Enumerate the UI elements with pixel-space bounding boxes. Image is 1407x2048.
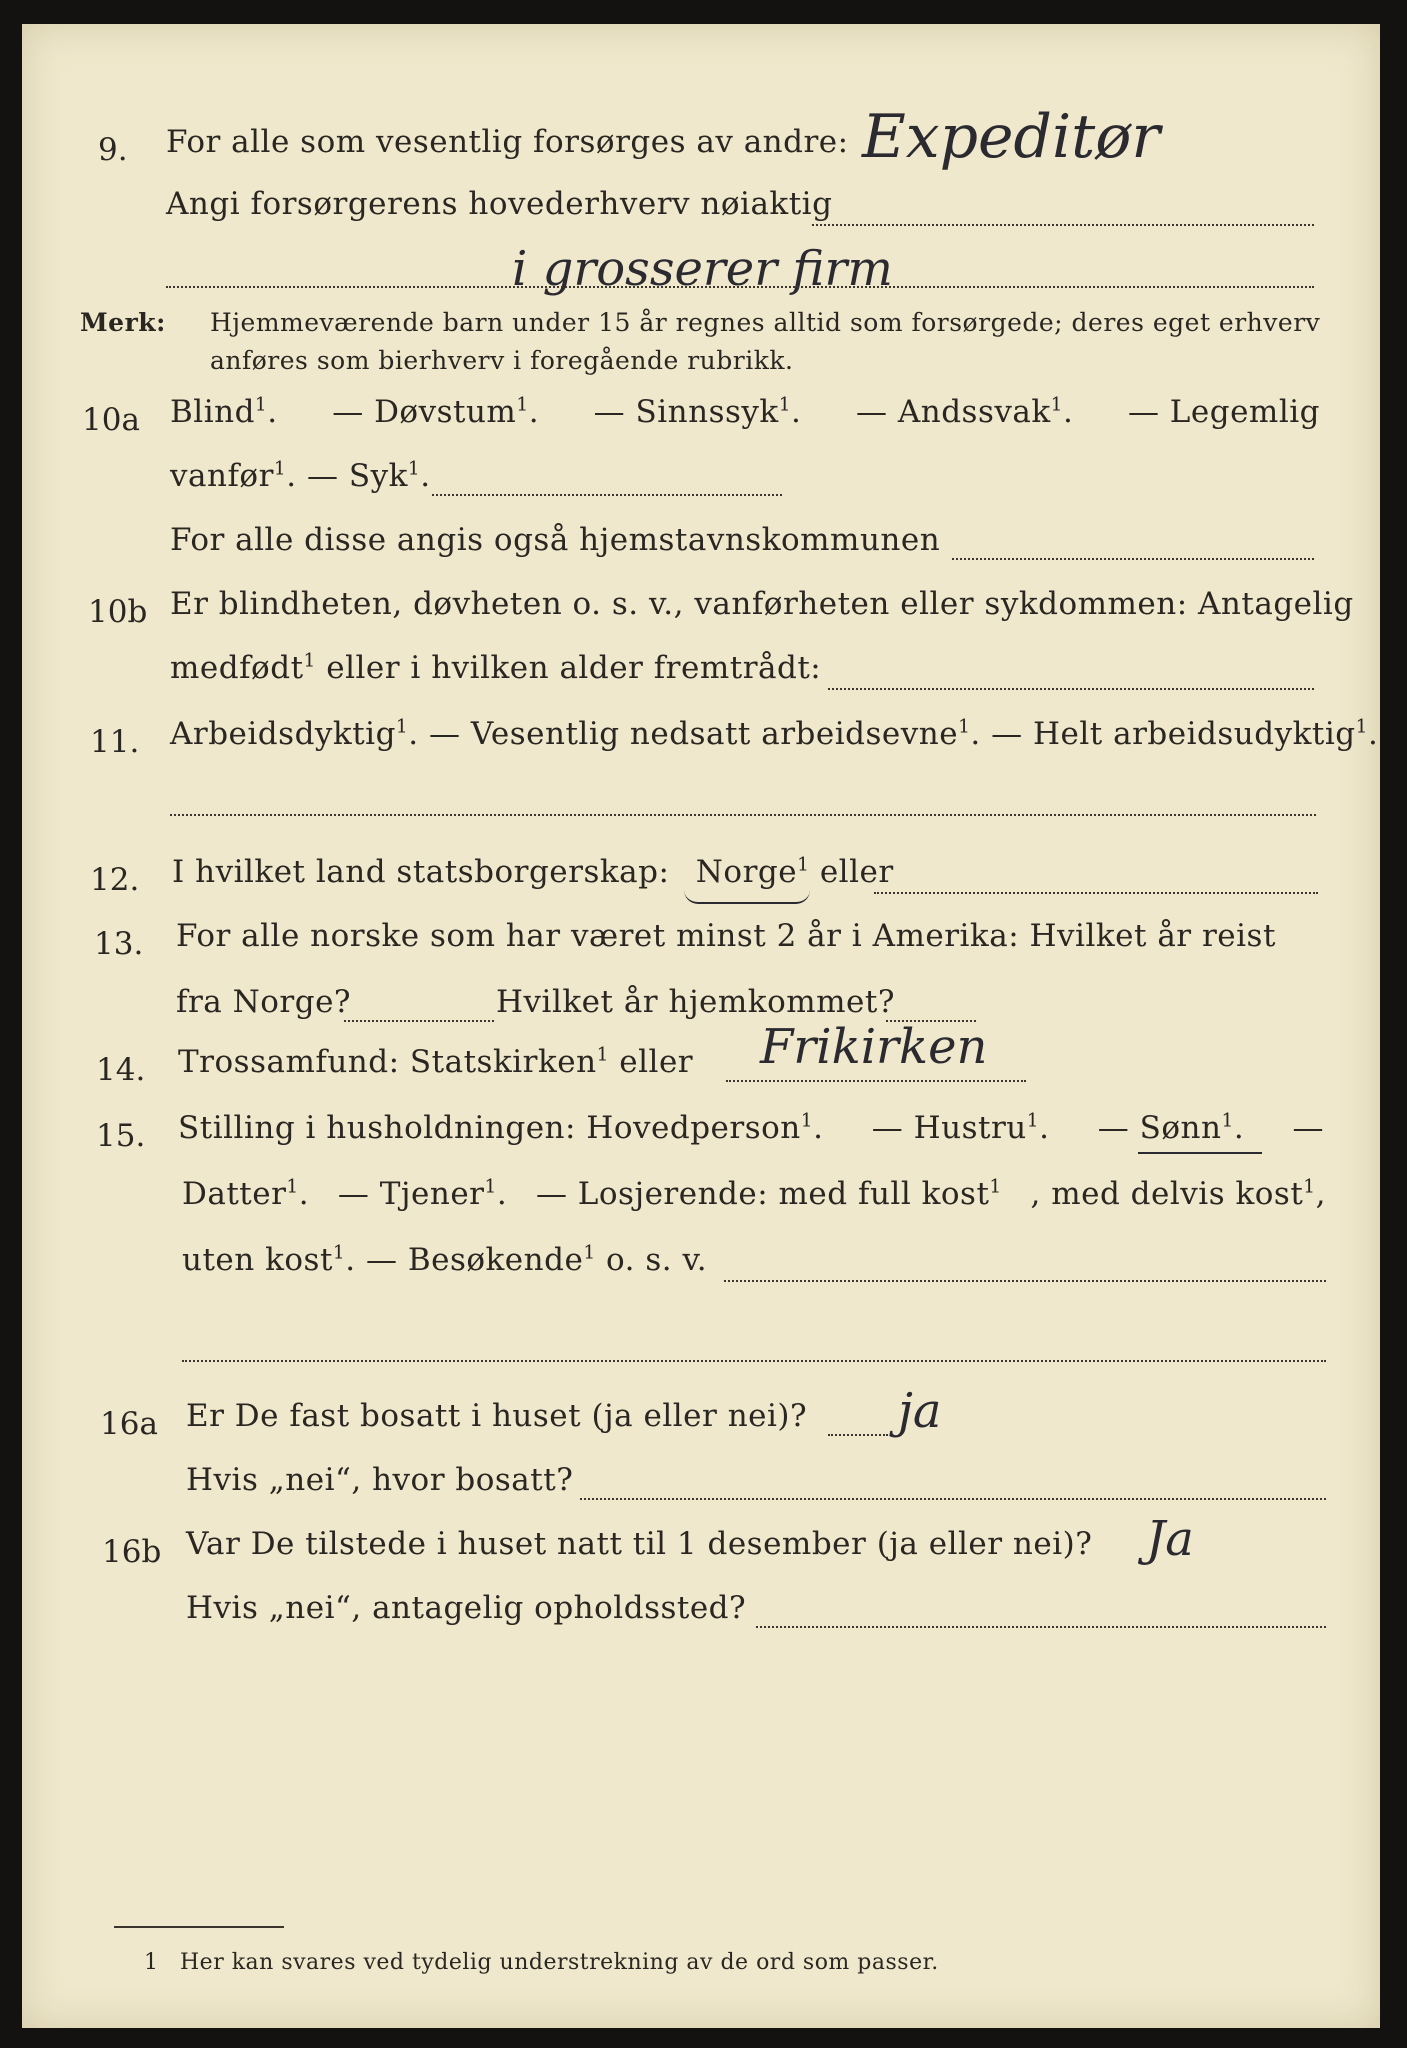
opt-sinnssyk[interactable]: — Sinnssyk$^1$. bbox=[593, 394, 802, 430]
q16a-line2: Hvis „nei“, hvor bosatt? bbox=[186, 1462, 574, 1498]
footnote bbox=[144, 1946, 939, 1980]
q15-line2 bbox=[182, 1174, 1326, 1214]
opholdssted-field[interactable] bbox=[756, 1626, 1326, 1628]
q9-answer-line1 bbox=[812, 224, 1314, 226]
q9-line1: For alle som vesentlig forsørges av andre: bbox=[166, 124, 849, 160]
q14-line: Trossamfund: Statskirken$^1$ eller bbox=[178, 1044, 694, 1080]
bosatt-field[interactable] bbox=[580, 1498, 1326, 1500]
q10b-line1: Er blindheten, døvheten o. s. v., vanførheten eller sykdommen: Antagelig bbox=[170, 586, 1354, 622]
opt-nedsatt[interactable]: — Vesentlig nedsatt arbeidsevne$^1$. bbox=[428, 716, 981, 752]
statsborgerskap-field[interactable] bbox=[874, 892, 1318, 894]
opt-arbeidsdyktig[interactable]: Arbeidsdyktig$^1$. bbox=[170, 716, 419, 752]
merk-line2: anføres som bierhverv i foregående rubrikk. bbox=[210, 346, 794, 375]
q16b-number: 16b bbox=[102, 1534, 162, 1570]
q13-line1: For alle norske som har været minst 2 år i Amerika: Hvilket år reist bbox=[176, 918, 1276, 954]
opt-uten-kost[interactable]: uten kost$^1$. bbox=[182, 1242, 356, 1278]
q11-number: 11. bbox=[90, 724, 140, 760]
q10a-number: 10a bbox=[82, 402, 140, 438]
opt-statskirken[interactable]: Trossamfund: Statskirken$^1$ bbox=[178, 1044, 609, 1080]
opt-vanfor[interactable]: vanfør$^1$. bbox=[170, 458, 297, 494]
opt-full-kost[interactable]: — Losjerende: med full kost$^1$ bbox=[535, 1176, 1002, 1212]
opt-legemlig[interactable]: — Legemlig bbox=[1127, 394, 1320, 430]
sonn-underline-mark bbox=[1138, 1146, 1262, 1154]
opt-sonn[interactable]: — Sønn$^1$. bbox=[1097, 1110, 1245, 1146]
q9-answer-employer: i grosserer firm bbox=[512, 241, 893, 297]
q15-extra-line bbox=[182, 1360, 1326, 1362]
footnote-text: Her kan svares ved tydelig understrekning av de ord som passer. bbox=[180, 1950, 939, 1975]
q13-fra-norge-label: fra Norge? bbox=[176, 984, 352, 1020]
q15-number: 15. bbox=[96, 1118, 146, 1154]
merk-line1: Hjemmeværende barn under 15 år regnes alltid som forsørgede; deres eget erhverv bbox=[210, 308, 1321, 337]
q10b-number: 10b bbox=[88, 594, 148, 630]
q13-hjemkommet-label: Hvilket år hjemkommet? bbox=[496, 984, 895, 1020]
reist-aar-field[interactable] bbox=[344, 1020, 494, 1022]
q14-answer-trossamfund: Frikirken bbox=[760, 1019, 988, 1075]
q13-number: 13. bbox=[94, 926, 144, 962]
hjemstavnskommune-field[interactable] bbox=[952, 558, 1314, 560]
q14-number: 14. bbox=[96, 1052, 146, 1088]
opt-medfodt[interactable]: medfødt$^1$ bbox=[170, 650, 316, 686]
norge-underline-mark bbox=[684, 890, 810, 904]
opt-tjener[interactable]: — Tjener$^1$. bbox=[337, 1176, 508, 1212]
opt-norge[interactable]: Norge$^1$ bbox=[695, 854, 810, 890]
merk-label: Merk: bbox=[80, 308, 166, 337]
q16b-answer: Ja bbox=[1146, 1511, 1194, 1567]
opt-delvis-kost[interactable]: , med delvis kost$^1$, bbox=[1030, 1176, 1326, 1212]
q10a-line3: For alle disse angis også hjemstavnskommunen bbox=[170, 522, 941, 558]
q16a-field[interactable] bbox=[828, 1434, 888, 1436]
q12-number: 12. bbox=[90, 862, 140, 898]
q10a-syk-field[interactable] bbox=[432, 494, 782, 496]
opt-besokende[interactable]: — Besøkende$^1$ bbox=[365, 1242, 596, 1278]
opt-syk[interactable]: — Syk$^1$. bbox=[306, 458, 431, 494]
q10a-line2 bbox=[170, 456, 431, 496]
opt-datter[interactable]: Datter$^1$. bbox=[182, 1176, 310, 1212]
opt-dovstum[interactable]: — Døvstum$^1$. bbox=[332, 394, 540, 430]
q9-number: 9. bbox=[98, 132, 128, 168]
footnote-rule bbox=[114, 1926, 284, 1928]
q15-line1: Stilling i husholdningen: Hovedperson$^1$. — Hustru$^1$. — Sønn$^1$. — bbox=[178, 1110, 1324, 1146]
opt-blind[interactable]: Blind$^1$. bbox=[170, 394, 278, 430]
opt-andssvak[interactable]: — Andssvak$^1$. bbox=[856, 394, 1074, 430]
stilling-field[interactable] bbox=[724, 1280, 1326, 1282]
q9-line2: Angi forsørgerens hovederhverv nøiaktig bbox=[166, 186, 833, 222]
q9-answer-line2 bbox=[166, 286, 1314, 288]
trossamfund-field[interactable] bbox=[726, 1080, 1026, 1082]
q16a-line1: Er De fast bosatt i huset (ja eller nei)? bbox=[186, 1398, 808, 1434]
fremtradt-alder-field[interactable] bbox=[828, 688, 1314, 690]
q12-line: I hvilket land statsborgerskap: Norge$^1$ eller bbox=[172, 854, 894, 890]
q16a-number: 16a bbox=[100, 1406, 158, 1442]
q10a-line1 bbox=[170, 392, 1320, 432]
opt-hustru[interactable]: — Hustru$^1$. bbox=[871, 1110, 1050, 1146]
opt-udyktig[interactable]: — Helt arbeidsudyktig$^1$. bbox=[991, 716, 1379, 752]
q11-line bbox=[170, 714, 1378, 754]
q9-answer-occupation: Expeditør bbox=[862, 102, 1161, 172]
q10b-line2: medfødt$^1$ eller i hvilken alder fremtrådt: bbox=[170, 650, 822, 686]
q16a-answer: ja bbox=[898, 1383, 942, 1439]
opt-hovedperson[interactable]: Stilling i husholdningen: Hovedperson$^1$. bbox=[178, 1110, 824, 1146]
footnote-mark: 1 bbox=[144, 1950, 159, 1975]
q11-extra-line bbox=[170, 814, 1316, 816]
q16b-line1: Var De tilstede i huset natt til 1 desember (ja eller nei)? bbox=[186, 1526, 1093, 1562]
q15-line3: uten kost$^1$. — Besøkende$^1$ o. s. v. bbox=[182, 1242, 708, 1278]
census-form-page bbox=[22, 24, 1380, 2028]
q16b-line2: Hvis „nei“, antagelig opholdssted? bbox=[186, 1590, 747, 1626]
